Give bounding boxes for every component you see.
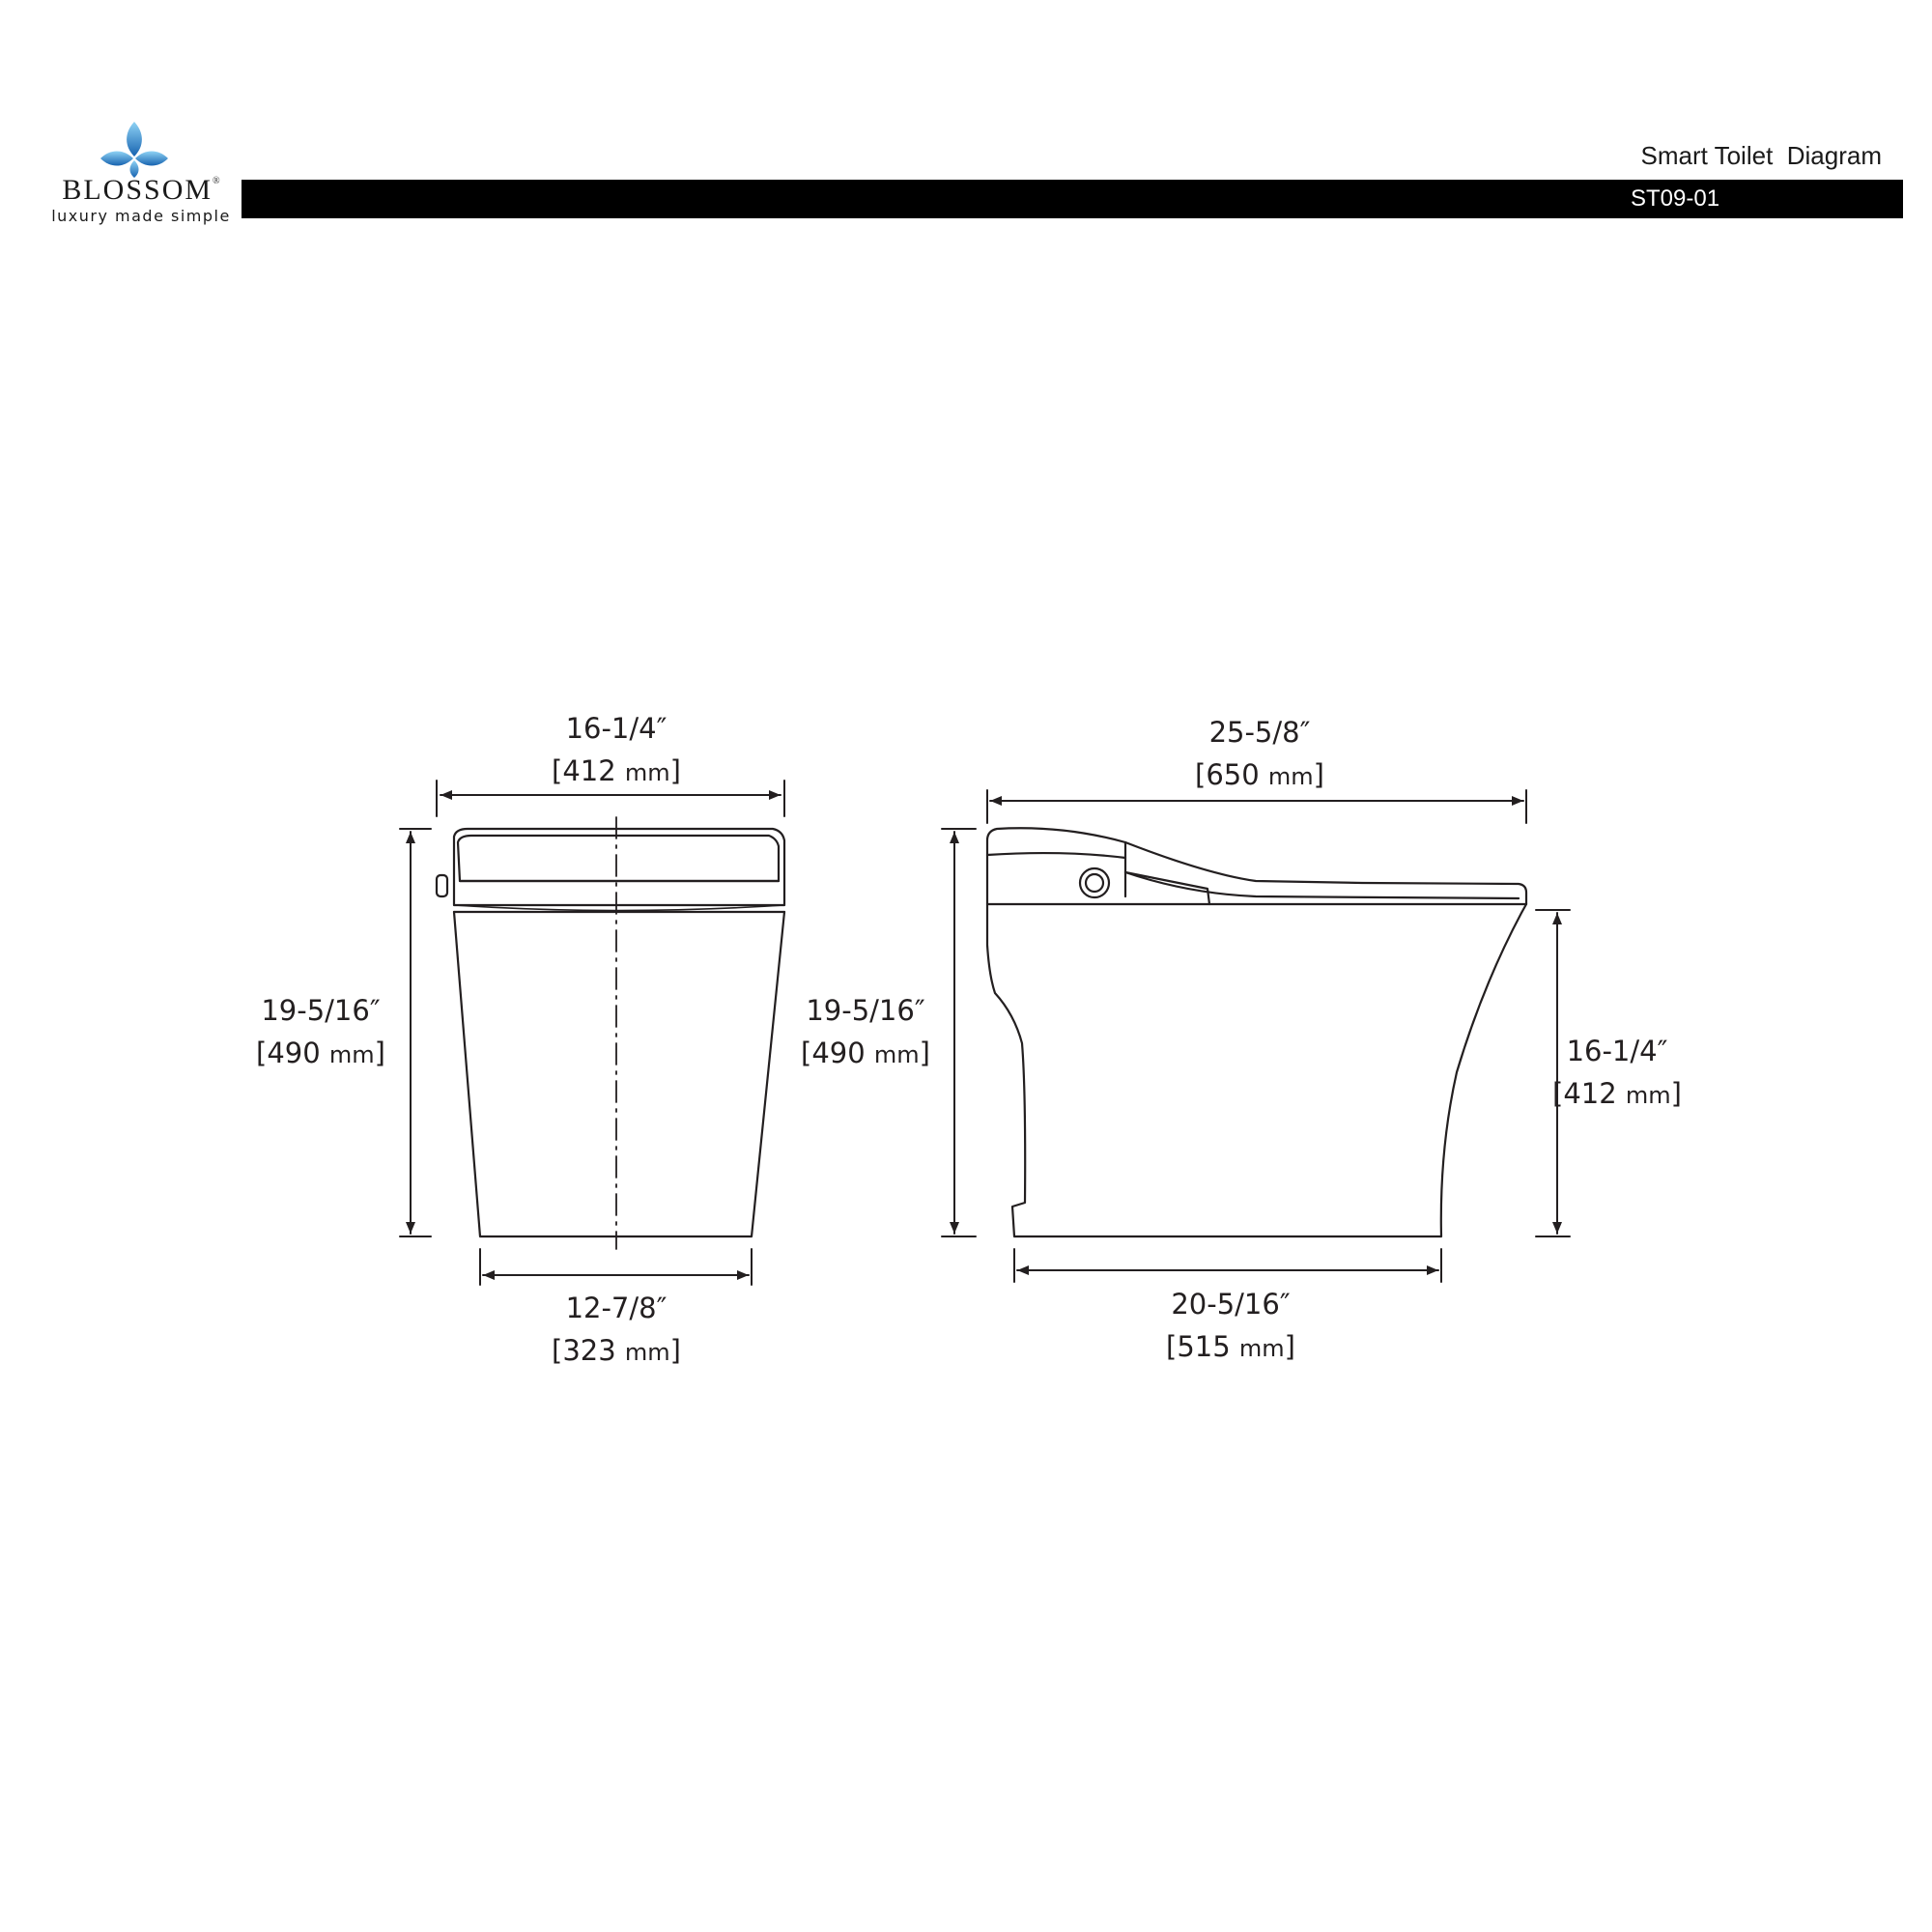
front-top-width-label: 16-1/4″ [412 mm] — [552, 712, 681, 787]
dimension-lines — [400, 781, 1570, 1285]
front-view-outline — [437, 829, 784, 1236]
side-view-outline — [987, 828, 1526, 1236]
side-height-label: 19-5/16″ [490 mm] — [801, 994, 930, 1069]
brand-name: BLOSSOM® — [62, 174, 220, 206]
model-number: ST09-01 — [1631, 185, 1720, 212]
brand-tagline: luxury made simple — [51, 207, 231, 225]
front-base-width-label: 12-7/8″ [323 mm] — [552, 1292, 681, 1367]
side-base-length-label: 20-5/16″ [515 mm] — [1166, 1288, 1295, 1363]
side-bowl-height-label: 16-1/4″ [412 mm] — [1552, 1035, 1682, 1110]
document-title: Smart Toilet Diagram — [1640, 141, 1882, 170]
front-height-label: 19-5/16″ [490 mm] — [256, 994, 385, 1069]
side-length-label: 25-5/8″ [650 mm] — [1195, 716, 1324, 791]
